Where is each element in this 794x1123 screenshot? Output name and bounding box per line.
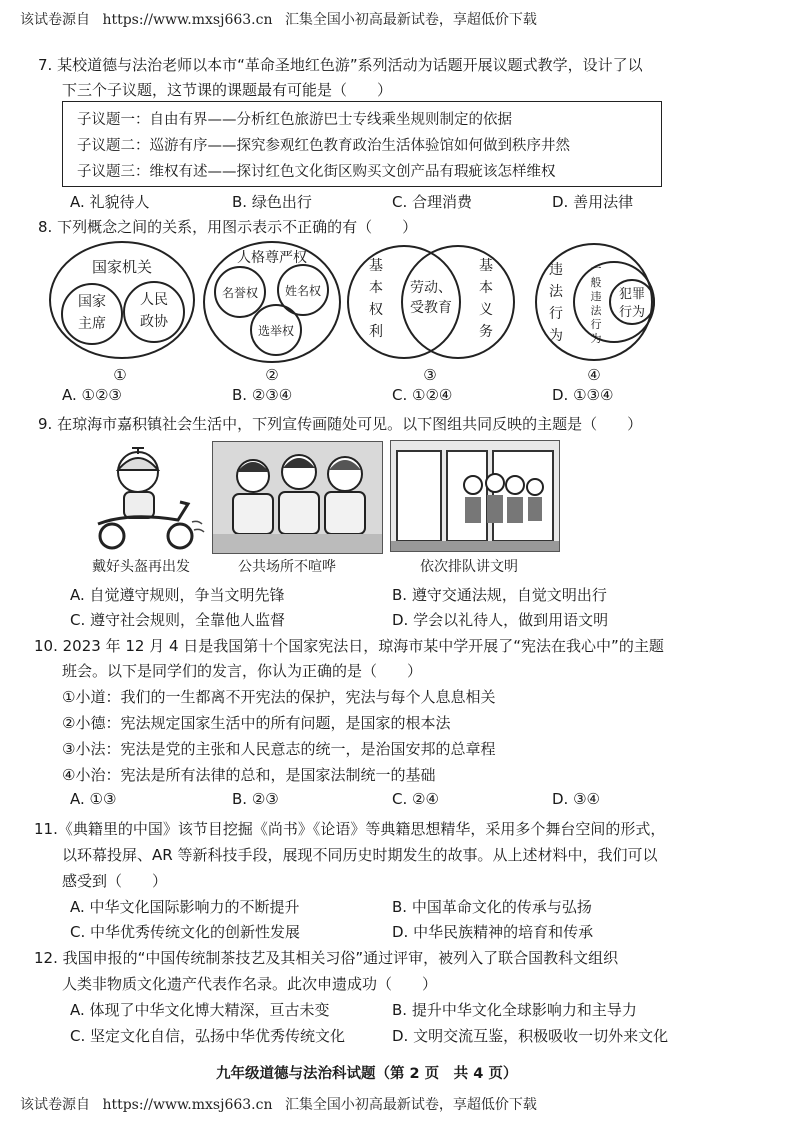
diagram-4-mid-char-6: 为 — [590, 332, 602, 345]
q8-diagrams — [40, 240, 700, 388]
q10-option-b[interactable]: B. ②③ — [232, 790, 279, 808]
q12-option-d[interactable]: D. 文明交流互鉴，积极吸收一切外来文化 — [392, 1027, 669, 1045]
diagram-1-right-label-2: 政协 — [140, 314, 168, 330]
diagram-2-label-b: 姓名权 — [284, 284, 322, 298]
q12-stem-line2: 人类非物质文化遗产代表作名录。此次申遗成功（ ） — [62, 975, 438, 993]
diagram-1-left-label-2: 主席 — [78, 316, 106, 332]
q10-statement-2: ②小德：宪法规定国家生活中的所有问题，是国家的根本法 — [62, 714, 451, 732]
q8-option-c[interactable]: C. ①②④ — [392, 386, 453, 404]
q9-caption-1: 戴好头盔再出发 — [92, 559, 190, 575]
helmet-scooter-illustration — [88, 442, 214, 554]
top-banner — [20, 9, 537, 29]
q8-option-d[interactable]: D. ①③④ — [552, 386, 614, 404]
q10-statement-1: ①小道：我们的一生都离不开宪法的保护，宪法与每个人息息相关 — [62, 688, 496, 706]
q10-stem-line2: 班会。以下是同学们的发言，你认为正确的是（ ） — [62, 662, 423, 680]
diagram-4-outer-char-3: 行 — [549, 306, 563, 322]
quiet-people-illustration — [213, 442, 383, 554]
banner-left-text: 该试卷源自 — [20, 12, 90, 28]
q9-picture-quiet — [212, 441, 383, 554]
q11-option-c[interactable]: C. 中华优秀传统文化的创新性发展 — [70, 923, 301, 941]
q7-subtopic-box — [62, 101, 662, 187]
diagram-2-outer-label: 人格尊严权 — [237, 250, 307, 266]
diagram-3-right-char-1: 基 — [479, 258, 493, 274]
queue-train-illustration — [391, 441, 560, 552]
q9-picture-queue — [390, 440, 560, 552]
diagram-3-mid-label-2: 受教育 — [410, 300, 452, 316]
q7-option-b[interactable]: B. 绿色出行 — [232, 193, 312, 211]
diagram-3-left-char-1: 基 — [369, 258, 383, 274]
diagram-4-outer-char-1: 违 — [549, 262, 563, 278]
diagram-3-mid-label-1: 劳动、 — [410, 280, 452, 296]
q9-caption-3: 依次排队讲文明 — [420, 559, 518, 575]
diagram-4-mid-char-2: 般 — [590, 276, 602, 289]
q9-caption-2: 公共场所不喧哗 — [238, 559, 336, 575]
q10-option-a[interactable]: A. ①③ — [70, 790, 117, 808]
q10-statement-3: ③小法：宪法是党的主张和人民意志的统一，是治国安邦的总章程 — [62, 740, 496, 758]
q11-option-b[interactable]: B. 中国革命文化的传承与弘扬 — [392, 898, 592, 916]
diagram-4-middle-circle — [574, 262, 654, 342]
diagram-3-right-char-2: 本 — [479, 280, 493, 296]
q10-statement-4: ④小治：宪法是所有法律的总和，是国家法制统一的基础 — [62, 766, 436, 784]
diagram-3-left-char-4: 利 — [369, 324, 383, 340]
q11-stem-line2: 以环幕投屏、AR 等新科技手段，展现不同历史时期发生的故事。从上述材料中，我们可以 — [62, 846, 658, 864]
diagram-1-right-circle — [124, 282, 184, 342]
q7-option-a[interactable]: A. 礼貌待人 — [70, 193, 150, 211]
q10-stem-line1: 10. 2023 年 12 月 4 日是我国第十个国家宪法日，琼海市某中学开展了“宪法在我心中”的主题 — [34, 637, 664, 655]
q8-option-a[interactable]: A. ①②③ — [62, 386, 122, 404]
diagram-1-left-label-1: 国家 — [78, 294, 106, 310]
diagram-2 — [204, 242, 340, 384]
q9-option-c[interactable]: C. 遵守社会规则，全靠他人监督 — [70, 611, 286, 629]
q12-option-c[interactable]: C. 坚定文化自信，弘扬中华优秀传统文化 — [70, 1027, 346, 1045]
page-footer: 九年级道德与法治科试题（第 2 页 共 4 页） — [216, 1066, 518, 1082]
diagram-4-outer-char-2: 法 — [549, 284, 563, 300]
q12-stem-line1: 12. 我国申报的“中国传统制茶技艺及其相关习俗”通过评审，被列入了联合国教科文组织 — [34, 949, 619, 967]
q7-subtopic-2: 子议题二：巡游有序——探究参观红色教育政治生活体验馆如何做到秩序井然 — [77, 138, 570, 154]
diagram-4-mid-char-4: 法 — [590, 304, 602, 317]
q10-option-c[interactable]: C. ②④ — [392, 790, 439, 808]
q7-stem-line2: 下三个子议题，这节课的课题最有可能是（ ） — [62, 81, 393, 99]
q7-option-d[interactable]: D. 善用法律 — [552, 193, 634, 211]
q7-option-c[interactable]: C. 合理消费 — [392, 193, 473, 211]
diagram-3-left-char-3: 权 — [369, 302, 383, 318]
bottom-banner-left-text: 该试卷源自 — [20, 1097, 90, 1113]
diagram-3-right-char-4: 务 — [479, 324, 493, 340]
q9-stem: 9. 在琼海市嘉积镇社会生活中，下列宣传画随处可见。以下图组共同反映的主题是（ ） — [38, 415, 643, 433]
bottom-banner-right-text: 汇集全国小初高最新试卷，享超低价下载 — [284, 1097, 537, 1113]
q11-option-d[interactable]: D. 中华民族精神的培育和传承 — [392, 923, 594, 941]
q11-stem-line3: 感受到（ ） — [62, 872, 168, 890]
diagram-4-mid-char-3: 违 — [590, 290, 602, 303]
diagram-4-inner-label-2: 行为 — [618, 305, 646, 320]
q9-option-b[interactable]: B. 遵守交通法规，自觉文明出行 — [392, 586, 607, 604]
q9-picture-helmet — [88, 442, 214, 554]
diagram-4-mid-char-5: 行 — [590, 318, 602, 331]
diagram-1-outer-label: 国家机关 — [91, 258, 153, 276]
q7-subtopic-1: 子议题一：自由有界——分析红色旅游巴士专线乘坐规则制定的依据 — [77, 112, 512, 128]
diagram-2-label-a: 名誉权 — [221, 286, 259, 300]
banner-url-link[interactable]: https://www.mxsj663.cn — [102, 12, 273, 28]
q11-stem-line1: 11.《典籍里的中国》该节目挖掘《尚书》《论语》等典籍思想精华，采用多个舞台空间的形式， — [34, 820, 666, 838]
diagram-4 — [536, 244, 654, 384]
bottom-banner-url-link[interactable]: https://www.mxsj663.cn — [102, 1097, 273, 1113]
q7-subtopic-3: 子议题三：维权有述——探讨红色文化街区购买文创产品有瑕疵该怎样维权 — [77, 164, 556, 180]
diagram-1-right-label-1: 人民 — [140, 292, 168, 308]
diagram-3-left-char-2: 本 — [369, 280, 383, 296]
diagram-3 — [348, 246, 514, 384]
diagram-2-number: ② — [265, 366, 279, 384]
diagram-2-label-c: 选举权 — [257, 324, 295, 338]
diagram-1 — [50, 242, 194, 384]
diagram-3-right-char-3: 义 — [479, 302, 493, 318]
diagram-1-number: ① — [113, 366, 127, 384]
q9-option-d[interactable]: D. 学会以礼待人，做到用语文明 — [392, 611, 609, 629]
q9-option-a[interactable]: A. 自觉遵守规则，争当文明先锋 — [70, 586, 285, 604]
diagram-1-left-circle — [62, 284, 122, 344]
q11-option-a[interactable]: A. 中华文化国际影响力的不断提升 — [70, 898, 300, 916]
q12-option-a[interactable]: A. 体现了中华文化博大精深，亘古未变 — [70, 1001, 330, 1019]
diagram-4-mid-char-1: 一 — [590, 262, 602, 275]
q8-option-b[interactable]: B. ②③④ — [232, 386, 293, 404]
q7-stem-line1: 7. 某校道德与法治老师以本市“革命圣地红色游”系列活动为话题开展议题式教学，设计了以 — [38, 56, 643, 74]
banner-right-text: 汇集全国小初高最新试卷，享超低价下载 — [284, 12, 537, 28]
diagram-4-outer-char-4: 为 — [549, 328, 563, 344]
diagram-4-number: ④ — [587, 366, 601, 384]
q8-stem: 8. 下列概念之间的关系，用图示表示不正确的有（ ） — [38, 218, 418, 236]
diagram-3-number: ③ — [423, 366, 437, 384]
q10-option-d[interactable]: D. ③④ — [552, 790, 600, 808]
bottom-banner — [20, 1094, 537, 1114]
diagram-4-inner-label-1: 犯罪 — [618, 287, 646, 302]
q12-option-b[interactable]: B. 提升中华文化全球影响力和主导力 — [392, 1001, 637, 1019]
